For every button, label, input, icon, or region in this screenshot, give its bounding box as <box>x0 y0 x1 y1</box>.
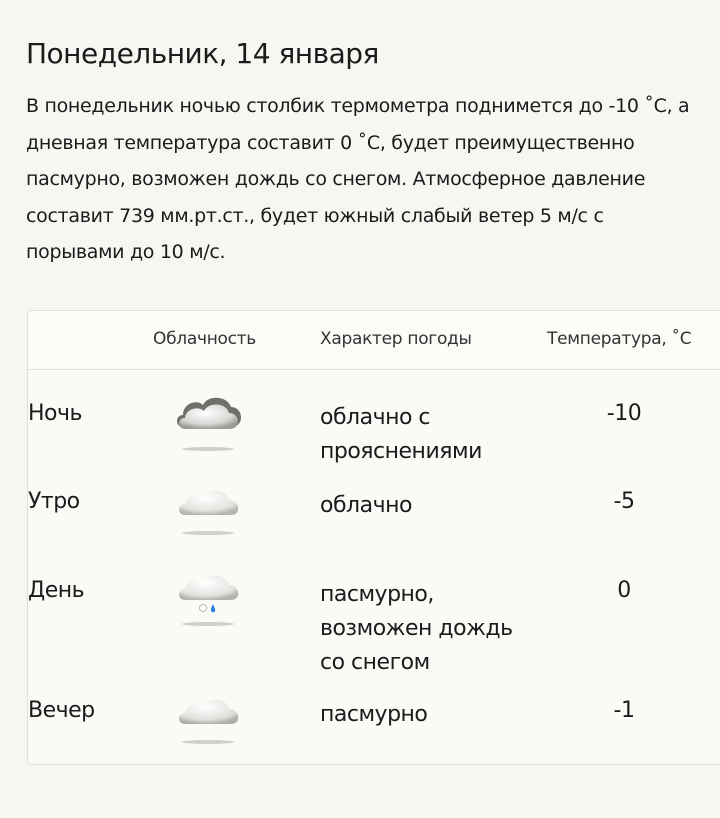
header-weather: Характер погоды <box>320 329 472 349</box>
header-temperature: Температура, ˚С <box>547 329 692 349</box>
forecast-table-header <box>28 311 720 370</box>
dark-cloud-partly-cloudy-icon <box>171 387 247 455</box>
day-title: Понедельник, 14 января <box>26 37 379 70</box>
temperature-value: -10 <box>606 401 642 426</box>
temperature-value: -1 <box>613 698 635 723</box>
header-clouds: Облачность <box>153 329 256 349</box>
weather-description: облачно с прояснениями <box>320 405 482 464</box>
day-summary: В понедельник ночью столбик термометра поднимется до -10 ˚С, а дневная температура составит 0 ˚С, будет преимущественно пасмурно, возможен дождь со снегом. Атмосферное давление составит 739 мм.рт.ст., будет южный слабый ветер 5 м/с с порывами до 10 м/с. <box>26 95 690 263</box>
temperature-value: -5 <box>613 489 635 514</box>
weather-description: облачно <box>320 493 412 518</box>
period-label: Ночь <box>28 401 82 426</box>
forecast-table <box>27 310 720 765</box>
period-label: Утро <box>28 489 80 514</box>
weather-description: пасмурно <box>320 702 428 727</box>
weather-description: пасмурно, возможен дождь со снегом <box>320 582 513 675</box>
temperature-value: 0 <box>617 578 631 603</box>
cloud-rain-snow-icon <box>171 564 247 632</box>
cloud-icon <box>171 475 247 543</box>
period-label: День <box>28 578 85 603</box>
period-label: Вечер <box>28 698 95 723</box>
overcast-cloud-icon <box>171 684 247 752</box>
